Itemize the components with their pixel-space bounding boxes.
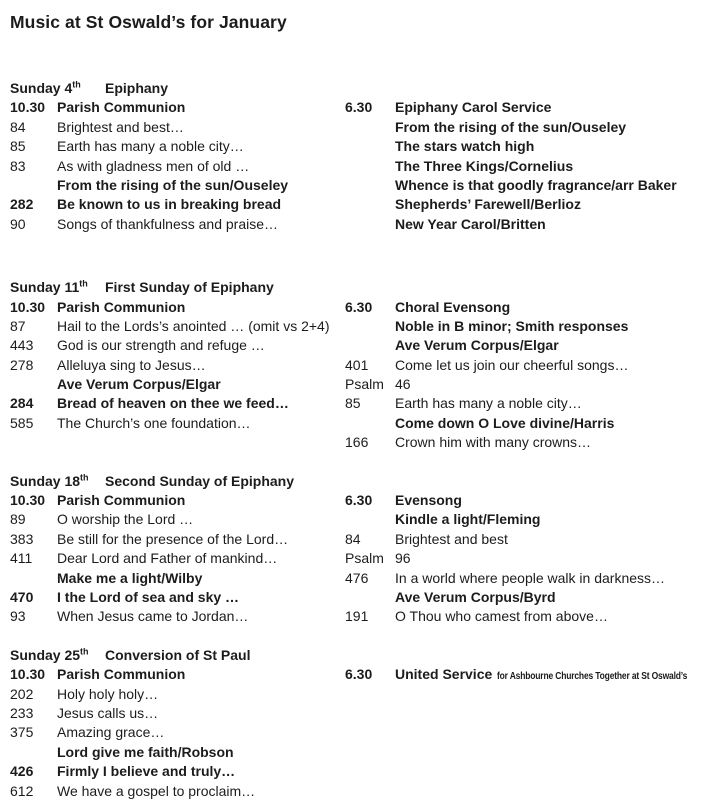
hymn-number: 284 <box>10 395 34 412</box>
schedule-row <box>10 510 345 529</box>
item-text <box>395 491 462 510</box>
item-title: Amazing grace… <box>57 724 165 741</box>
item-text <box>57 665 185 684</box>
hymn-number <box>10 743 57 762</box>
service-columns <box>10 298 718 453</box>
sunday-header <box>10 472 718 491</box>
sunday-date-label: Sunday 18 <box>10 472 81 489</box>
schedule-row <box>345 118 718 137</box>
schedule-row <box>345 98 718 117</box>
item-title: The Three Kings/Cornelius <box>395 157 574 174</box>
sunday-feast: Epiphany <box>105 80 169 96</box>
schedule-row <box>345 530 718 549</box>
hymn-number <box>345 176 395 195</box>
item-text <box>57 298 185 317</box>
schedule-row <box>10 743 345 762</box>
item-text <box>395 569 665 588</box>
schedule-row <box>10 414 345 433</box>
sunday-date-ordinal: th <box>80 471 89 482</box>
hymn-number <box>345 118 395 137</box>
item-title: Evensong <box>395 492 462 509</box>
item-text <box>395 588 556 607</box>
hymn-number: 83 <box>10 157 26 174</box>
item-title: Dear Lord and Father of mankind… <box>57 550 278 567</box>
item-text <box>57 762 235 781</box>
schedule-row <box>345 298 718 317</box>
item-text <box>395 157 573 176</box>
item-text <box>395 118 626 137</box>
hymn-number: 278 <box>10 356 34 373</box>
item-text <box>395 375 411 394</box>
item-title: O Thou who camest from above… <box>395 608 608 625</box>
schedule-row <box>10 704 345 723</box>
sunday-date <box>10 79 105 98</box>
schedule-row <box>345 336 718 355</box>
schedule-row <box>10 176 345 195</box>
hymn-number <box>345 414 395 433</box>
item-title: Come down O Love divine/Harris <box>395 414 615 431</box>
schedule-row <box>10 607 345 626</box>
item-title: Hail to the Lords’s anointed … (omit vs 2+4) <box>57 317 330 334</box>
item-text <box>57 215 278 234</box>
item-text <box>57 549 277 568</box>
item-title: Songs of thankfulness and praise… <box>57 215 279 232</box>
hymn-number: 166 <box>345 434 369 451</box>
item-title: Earth has many a noble city… <box>57 138 244 155</box>
schedule-row <box>345 137 718 156</box>
hymn-number: 233 <box>10 704 34 721</box>
sunday-feast: Conversion of St Paul <box>105 646 251 663</box>
schedule-row <box>345 317 718 336</box>
hymn-number <box>345 195 395 214</box>
item-title: Kindle a light/Fleming <box>395 511 541 528</box>
item-text <box>57 317 330 336</box>
item-text <box>57 704 158 723</box>
hymn-number: 89 <box>10 511 26 528</box>
schedule-row <box>345 433 718 452</box>
schedule-row <box>10 317 345 336</box>
schedule-row <box>345 588 718 607</box>
service-columns <box>10 98 718 234</box>
schedule-row <box>345 665 718 684</box>
schedule-row <box>10 549 345 568</box>
schedule-row <box>10 588 345 607</box>
hymn-number <box>345 215 395 234</box>
hymn-number: 84 <box>345 530 361 547</box>
hymn-number <box>345 588 395 607</box>
item-text <box>57 510 193 529</box>
schedule-row <box>10 782 345 801</box>
schedule-row <box>345 394 718 413</box>
hymn-number <box>345 137 395 156</box>
item-text <box>57 195 281 214</box>
item-text <box>57 137 244 156</box>
hymn-number <box>345 336 395 355</box>
item-title: As with gladness men of old … <box>57 157 250 174</box>
item-text <box>395 336 559 355</box>
sunday-date-label: Sunday 4 <box>10 80 73 96</box>
service-column-left <box>10 491 345 627</box>
service-column-right <box>345 491 718 627</box>
schedule-row <box>10 195 345 214</box>
hymn-number: 585 <box>10 414 34 431</box>
item-title: Make me a light/Wilby <box>57 569 203 586</box>
hymn-number: 401 <box>345 356 369 373</box>
schedule-row <box>345 549 718 568</box>
item-text <box>57 491 185 510</box>
hymn-number: 93 <box>10 608 26 625</box>
schedule-row <box>10 723 345 742</box>
item-text <box>57 375 221 394</box>
item-title: Ave Verum Corpus/Elgar <box>395 337 559 354</box>
schedule-row <box>345 375 718 394</box>
schedule-row <box>345 176 718 195</box>
item-title: Parish Communion <box>57 666 186 683</box>
item-title: The Church’s one foundation… <box>57 414 251 431</box>
item-title: Ave Verum Corpus/Byrd <box>395 588 556 605</box>
item-text <box>57 723 164 742</box>
item-text <box>57 356 206 375</box>
item-text <box>57 118 184 137</box>
hymn-number: 612 <box>10 782 34 799</box>
sunday-section <box>10 646 718 801</box>
hymn-number: 443 <box>10 337 34 354</box>
service-column-left <box>10 98 345 234</box>
hymn-number: 282 <box>10 196 34 213</box>
hymn-number: 383 <box>10 530 34 547</box>
item-title: Come let us join our cheerful songs… <box>395 356 629 373</box>
item-text <box>395 607 608 626</box>
item-title: Crown him with many crowns… <box>395 434 592 451</box>
item-title: Lord give me faith/Robson <box>57 743 234 760</box>
sunday-section <box>10 472 718 627</box>
item-title: Parish Communion <box>57 298 186 315</box>
sunday-date-label: Sunday 25 <box>10 646 81 663</box>
schedule-row <box>10 336 345 355</box>
sunday-feast: Second Sunday of Epiphany <box>105 472 295 489</box>
item-title: 96 <box>395 550 411 567</box>
item-text <box>395 98 551 117</box>
service-columns <box>10 491 718 627</box>
schedule-row <box>10 569 345 588</box>
item-text <box>395 137 534 156</box>
hymn-number: 10.30 <box>10 298 46 315</box>
schedule-row <box>10 298 345 317</box>
item-text <box>395 317 628 336</box>
sunday-date-ordinal: th <box>79 278 88 289</box>
hymn-number: 191 <box>345 608 369 625</box>
sunday-date <box>10 278 105 297</box>
hymn-number: 6.30 <box>345 492 373 509</box>
item-title: The stars watch high <box>395 138 535 155</box>
hymn-number: 411 <box>10 550 33 567</box>
schedule-row <box>10 530 345 549</box>
item-title: Parish Communion <box>57 99 186 116</box>
item-text <box>395 549 411 568</box>
item-title: When Jesus came to Jordan… <box>57 608 249 625</box>
schedule-row <box>345 607 718 626</box>
item-text <box>395 356 628 375</box>
service-column-right <box>345 298 718 453</box>
service-column-left <box>10 665 345 801</box>
sunday-header <box>10 79 718 98</box>
schedule-row <box>10 685 345 704</box>
schedule-row <box>10 98 345 117</box>
hymn-number <box>10 375 57 394</box>
service-columns <box>10 665 718 801</box>
item-text <box>395 414 614 433</box>
sunday-header <box>10 646 718 665</box>
item-title: Ave Verum Corpus/Elgar <box>57 376 221 393</box>
sunday-header <box>10 278 718 297</box>
hymn-number <box>345 157 395 176</box>
item-title: Be known to us in breaking bread <box>57 196 282 213</box>
item-text <box>395 215 546 234</box>
item-title: Noble in B minor; Smith responses <box>395 317 629 334</box>
hymn-number: Psalm <box>345 376 384 393</box>
item-title: O worship the Lord … <box>57 511 194 528</box>
sunday-section <box>10 79 718 234</box>
sunday-date-label: Sunday 11 <box>10 279 80 296</box>
item-title: Firmly I believe and truly… <box>57 763 236 780</box>
hymn-number: 90 <box>10 215 26 232</box>
item-text <box>57 394 289 413</box>
schedule-row <box>10 137 345 156</box>
item-title: Jesus calls us… <box>57 704 159 721</box>
item-text <box>57 414 251 433</box>
item-title: Choral Evensong <box>395 298 511 315</box>
item-title: 46 <box>395 376 411 393</box>
hymn-number <box>345 317 395 336</box>
schedule-row <box>10 665 345 684</box>
service-column-left <box>10 298 345 434</box>
hymn-number <box>10 176 57 195</box>
item-title: We have a gospel to proclaim… <box>57 782 256 799</box>
item-text <box>57 157 249 176</box>
hymn-number: 10.30 <box>10 99 46 116</box>
schedule-row <box>345 569 718 588</box>
item-text <box>395 665 718 684</box>
item-text <box>395 195 581 214</box>
item-title: Epiphany Carol Service <box>395 99 552 116</box>
item-title: From the rising of the sun/Ouseley <box>395 118 627 135</box>
schedule-row <box>10 491 345 510</box>
schedule-row <box>10 762 345 781</box>
item-text <box>57 743 234 762</box>
schedule-row <box>345 195 718 214</box>
item-title: Whence is that goodly fragrance/arr Baker <box>395 176 677 193</box>
sunday-date-ordinal: th <box>72 79 81 90</box>
service-column-right <box>345 665 718 684</box>
item-text <box>395 433 591 452</box>
item-title: Shepherds’ Farewell/Berlioz <box>395 196 581 213</box>
schedule-row <box>345 157 718 176</box>
item-text <box>395 510 540 529</box>
item-title: Alleluya sing to Jesus… <box>57 356 206 373</box>
item-text <box>57 98 185 117</box>
hymn-number: 6.30 <box>345 666 373 683</box>
item-title: Earth has many a noble city… <box>395 395 582 412</box>
schedule-row <box>345 414 718 433</box>
item-text <box>57 782 255 801</box>
item-title: New Year Carol/Britten <box>395 215 546 232</box>
item-title: United Service <box>395 666 493 683</box>
hymn-number: 426 <box>10 763 34 780</box>
schedule-row <box>10 356 345 375</box>
hymn-number: 470 <box>10 588 34 605</box>
schedule-row <box>345 491 718 510</box>
hymn-number: 6.30 <box>345 99 373 116</box>
item-text <box>57 607 248 626</box>
item-text <box>395 176 677 195</box>
hymn-number: 84 <box>10 118 26 135</box>
item-title: I the Lord of sea and sky … <box>57 588 240 605</box>
schedule <box>10 79 718 801</box>
schedule-row <box>10 375 345 394</box>
item-title: Brightest and best… <box>57 118 184 135</box>
item-text <box>57 336 265 355</box>
hymn-number: 10.30 <box>10 666 46 683</box>
sunday-feast: First Sunday of Epiphany <box>105 279 274 296</box>
item-text <box>57 569 202 588</box>
hymn-number: Psalm <box>345 550 384 567</box>
item-text <box>395 530 508 549</box>
item-text <box>395 298 510 317</box>
item-title: Holy holy holy… <box>57 685 159 702</box>
item-title: God is our strength and refuge … <box>57 337 265 354</box>
sunday-date-ordinal: th <box>80 646 89 657</box>
item-title: In a world where people walk in darkness… <box>395 569 666 586</box>
hymn-number: 6.30 <box>345 298 373 315</box>
item-text <box>57 685 158 704</box>
item-text <box>57 176 288 195</box>
hymn-number: 476 <box>345 569 369 586</box>
item-title: Parish Communion <box>57 492 186 509</box>
schedule-row <box>10 394 345 413</box>
item-text <box>57 588 239 607</box>
item-title: From the rising of the sun/Ouseley <box>57 176 289 193</box>
schedule-row <box>10 157 345 176</box>
page-title: Music at St Oswald’s for January <box>10 12 287 32</box>
item-text <box>57 530 288 549</box>
hymn-number: 87 <box>10 317 26 334</box>
hymn-number <box>10 569 57 588</box>
schedule-row <box>10 118 345 137</box>
sunday-section <box>10 278 718 453</box>
schedule-row <box>345 510 718 529</box>
hymn-number <box>345 510 395 529</box>
hymn-number: 202 <box>10 685 34 702</box>
hymn-number: 375 <box>10 724 34 741</box>
hymn-number: 10.30 <box>10 492 46 509</box>
item-title: Be still for the presence of the Lord… <box>57 530 289 547</box>
service-column-right <box>345 98 718 234</box>
sunday-date <box>10 646 105 665</box>
hymn-number: 85 <box>10 138 26 155</box>
schedule-row <box>345 356 718 375</box>
hymn-number: 85 <box>345 395 361 412</box>
sunday-date <box>10 472 105 491</box>
item-suffix: for Ashbourne Churches Together at St Oswald’s <box>497 671 688 683</box>
item-text <box>395 394 582 413</box>
item-title: Bread of heaven on thee we feed… <box>57 395 289 412</box>
schedule-row <box>345 215 718 234</box>
item-title: Brightest and best <box>395 530 508 547</box>
schedule-row <box>10 215 345 234</box>
